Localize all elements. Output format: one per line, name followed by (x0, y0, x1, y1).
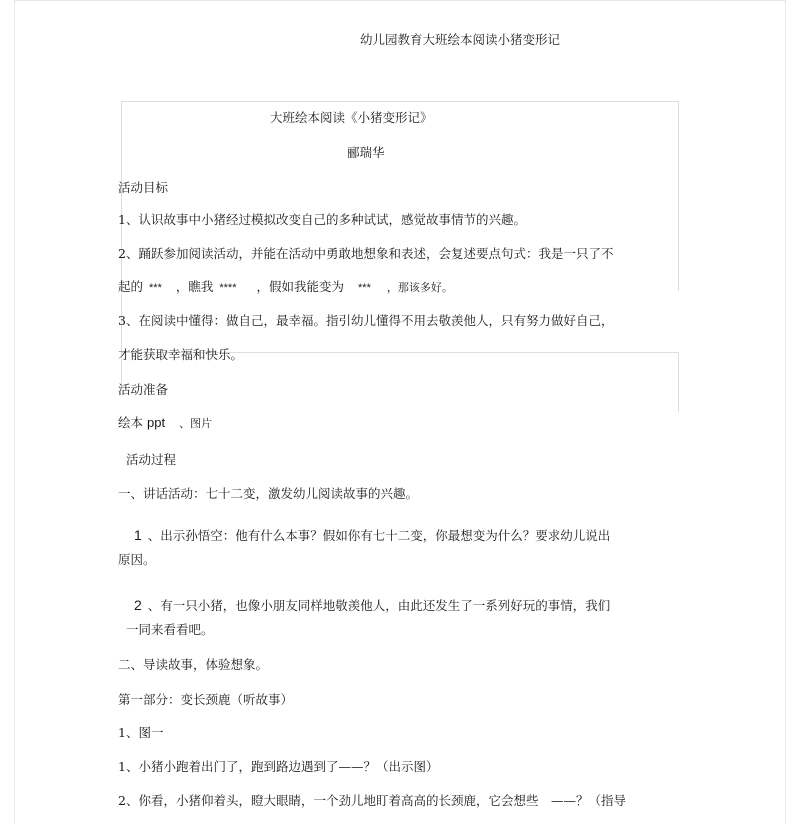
frame-line-top (121, 101, 679, 102)
step-1-item-1-text: 、出示孙悟空：他有什么本事？假如你有七十二变，你最想变为什么？要求幼儿说出 (147, 528, 611, 543)
goal-2-line-2 (118, 279, 453, 296)
goal-2-text-2: ，瞧我 (175, 279, 214, 294)
step-1-item-2-text: 、有一只小猪，也像小朋友同样地敬羡他人，由此还发生了一系列好玩的事情，我们 (147, 598, 611, 613)
top-rule (14, 0, 786, 1)
goal-2-text-1: 起的 (118, 279, 144, 294)
goal-2-blank-3: *** (358, 282, 371, 294)
prep-items (118, 415, 212, 432)
prep-item-ppt: ppt (147, 415, 166, 430)
goal-2-text-4: ，那该多好。 (386, 281, 453, 294)
goal-2-line-1: 2、踊跃参加阅读活动，并能在活动中勇敢地想象和表述，会复述要点句式：我是一只了不 (118, 246, 614, 261)
author-name: 郦瑞华 (347, 145, 385, 160)
prep-item-picturebook: 绘本 (118, 415, 144, 430)
step-1-item-1-number: 1 (134, 527, 142, 543)
goal-3-line-2: 才能获取幸福和快乐。 (118, 347, 244, 362)
goal-3-line-1: 3、在阅读中懂得：做自己，最幸福。指引幼儿懂得不用去敬羡他人，只有努力做好自己， (118, 313, 614, 328)
lesson-title: 大班绘本阅读《小猪变形记》 (270, 110, 433, 125)
part-1-heading: 第一部分：变长颈鹿（听故事） (118, 692, 294, 707)
goal-1: 1、认识故事中小猪经过模拟改变自己的多种试试，感觉故事情节的兴趣。 (118, 212, 526, 227)
goal-2-blank-2: **** (219, 282, 237, 294)
step-1: 一、讲话活动：七十二变，激发幼儿阅读故事的兴趣。 (118, 486, 419, 501)
step-2: 二、导读故事，体验想象。 (118, 657, 269, 672)
goals-heading: 活动目标 (118, 180, 169, 195)
step-1-item-2-line-1 (134, 597, 610, 614)
process-heading: 活动过程 (126, 452, 177, 467)
frame-line-right (678, 101, 679, 291)
step-1-item-2-number: 2 (134, 597, 142, 613)
question-2: 2、你看，小猪仰着头，瞪大眼睛，一个劲儿地盯着高高的长颈鹿，它会想些 ——？（指导 (118, 793, 626, 808)
frame-line-right-lower (678, 352, 679, 412)
prep-item-pictures: 、图片 (179, 417, 213, 430)
document-title: 幼儿园教育大班绘本阅读小猪变形记 (360, 32, 561, 47)
figure-1-label: 1、图一 (118, 725, 164, 740)
step-1-item-1-line-1 (134, 527, 610, 544)
step-1-item-1-line-2: 原因。 (118, 552, 156, 567)
step-1-item-2-line-2: 一同来看看吧。 (126, 622, 214, 637)
question-1: 1、小猪小跑着出门了，跑到路边遇到了——？（出示图） (118, 759, 439, 774)
goal-2-text-3: ，假如我能变为 (256, 279, 345, 294)
goal-2-blank-1: *** (149, 282, 162, 294)
prep-heading: 活动准备 (118, 382, 169, 397)
